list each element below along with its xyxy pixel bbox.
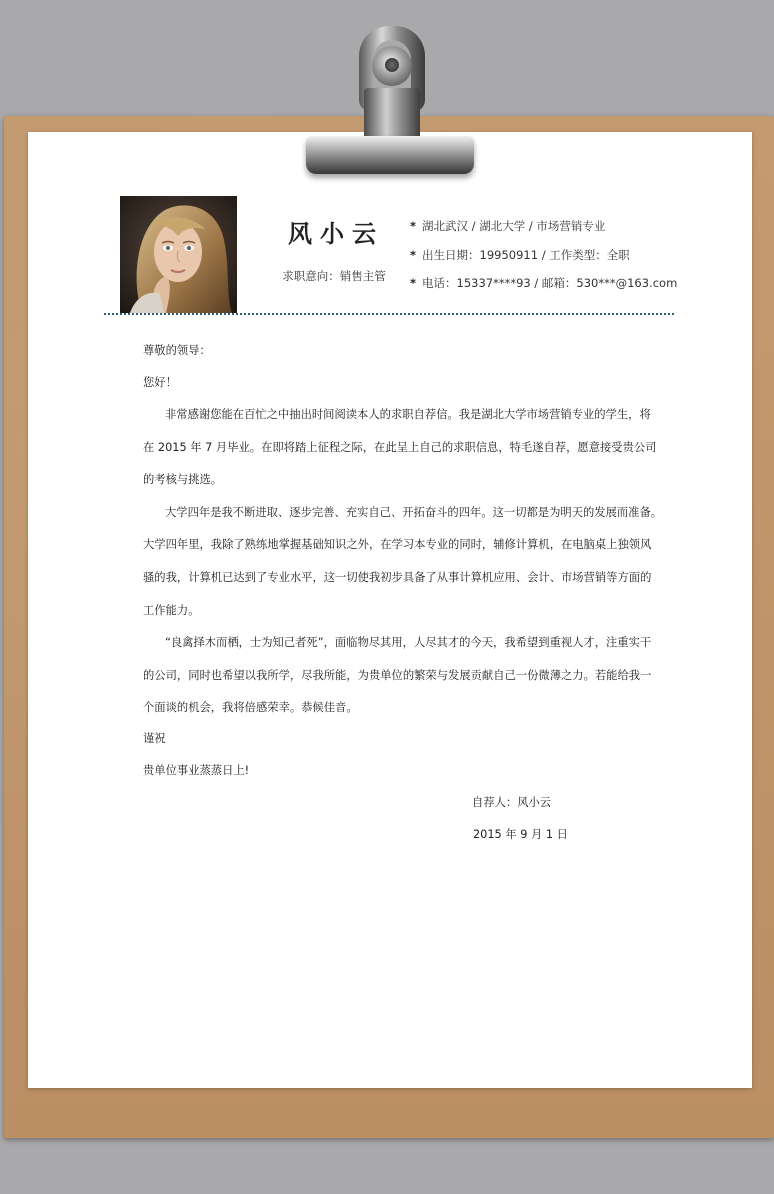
info-line-birth: * 出生日期：19950911 / 工作类型：全职 [410, 248, 630, 262]
letter-line: 大学四年是我不断进取、逐步完善、充实自己、开拓奋斗的四年。这一切都是为明天的发展而准备。 [165, 505, 663, 519]
letter-date: 2015 年 9 月 1 日 [473, 828, 568, 841]
asterisk-icon: * [410, 219, 417, 233]
letter-line: 的考核与挑选。 [143, 473, 223, 487]
applicant-name: 风小云 [288, 220, 384, 248]
letter-line: 的公司，同时也希望以我所学，尽我所能，为贵单位的繁荣与发展贡献自己一份微薄之力。若能给我一 [143, 668, 652, 682]
info-line-location: * 湖北武汉 / 湖北大学 / 市场营销专业 [410, 219, 606, 233]
letter-line: 在 2015 年 7 月毕业。在即将踏上征程之际，在此呈上自己的求职信息，特毛遂自荐，愿意接受贵公司 [143, 440, 657, 454]
profile-photo [120, 196, 237, 313]
asterisk-icon: * [410, 276, 417, 290]
letter-line: 骚的我，计算机已达到了专业水平，这一切使我初步具备了从事计算机应用、会计、市场营销等方面的 [143, 571, 652, 584]
greeting: 您好！ [143, 376, 177, 389]
job-objective: 求职意向：销售主管 [282, 269, 386, 283]
salutation: 尊敬的领导： [143, 344, 211, 357]
letter-line: 非常感谢您能在百忙之中抽出时间阅读本人的求职自荐信。我是湖北大学市场营销专业的学生，将 [165, 408, 651, 421]
letter-line: “良禽择木而栖，士为知己者死”，面临物尽其用，人尽其才的今天，我希望到重视人才，注重实干 [165, 636, 652, 650]
header-divider [104, 313, 674, 315]
letter-line: 大学四年里，我除了熟练地掌握基础知识之外，在学习本专业的同时，辅修计算机，在电脑桌上独领风 [143, 538, 652, 552]
info-line-contact: * 电话：15337****93 / 邮箱：530***@163.com [410, 276, 678, 290]
letter-line: 个面谈的机会，我将倍感荣幸。恭候佳音。 [143, 701, 358, 715]
closing-wish: 贵单位事业蒸蒸日上! [143, 764, 250, 777]
signature: 自荐人：风小云 [472, 796, 552, 809]
closing: 谨祝 [143, 732, 166, 745]
asterisk-icon: * [410, 248, 417, 262]
portrait-image [120, 196, 237, 313]
letter-line: 工作能力。 [143, 603, 200, 617]
